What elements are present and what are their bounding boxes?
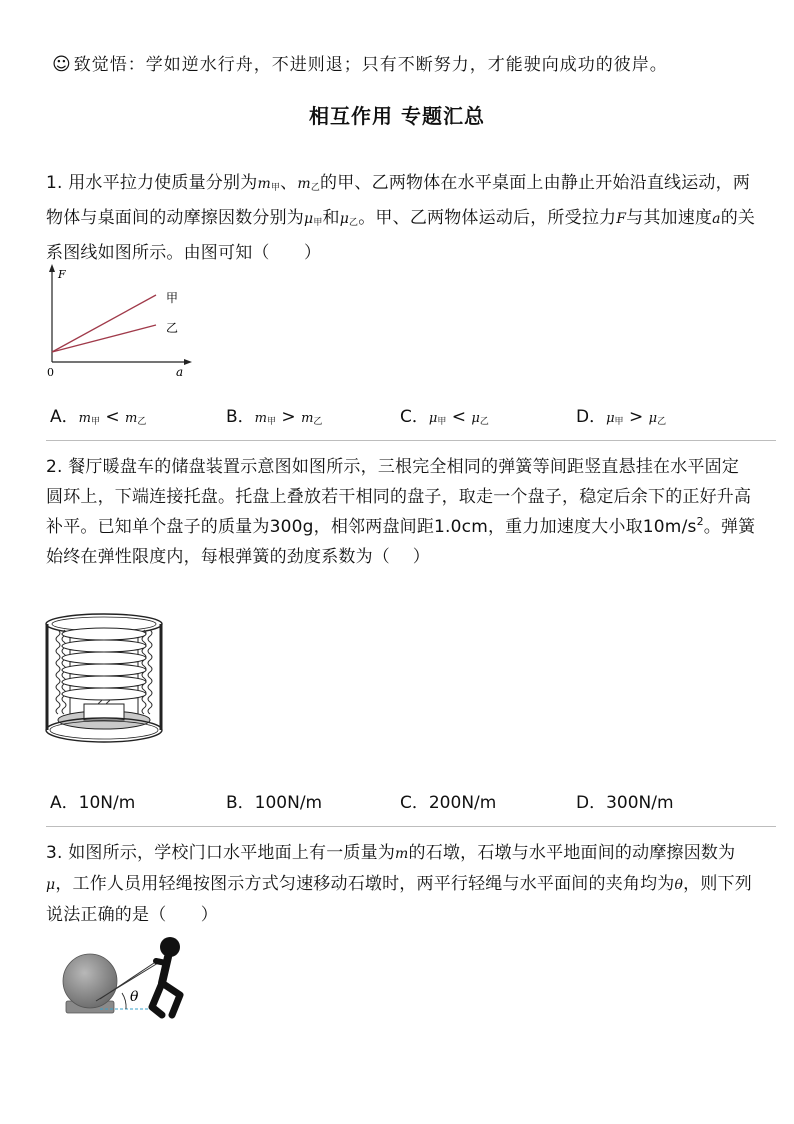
motto-text: 致觉悟：学如逆水行舟，不进则退；只有不断努力，才能驶向成功的彼岸。 [73, 55, 668, 75]
motto-line [52, 50, 752, 75]
divider [46, 826, 776, 827]
option-1c[interactable]: C．μ甲 < μ乙 [400, 407, 489, 427]
force-acceleration-graph [40, 262, 240, 382]
page-title: 相互作用 专题汇总 [309, 104, 485, 128]
option-1b[interactable]: B．m甲 > m乙 [226, 407, 323, 427]
label-yi: 乙 [166, 321, 179, 335]
question-2-options [50, 788, 750, 818]
option-2d[interactable]: D．300N/m [576, 793, 674, 813]
line-jia [52, 295, 156, 352]
label-jia: 甲 [166, 291, 179, 305]
theta-label: θ [130, 989, 139, 1005]
option-1d[interactable]: D．μ甲 > μ乙 [576, 407, 667, 427]
y-axis-arrow [49, 264, 55, 272]
option-1a[interactable]: A．m甲 < m乙 [50, 407, 147, 427]
option-2c[interactable]: C．200N/m [400, 793, 497, 813]
axis-label-F: F [58, 268, 66, 281]
plate-warmer-figure [44, 610, 184, 760]
question-1-options [50, 402, 750, 432]
line-yi [52, 325, 156, 352]
question-3-text: 3. 如图所示，学校门口水平地面上有一质量为m的石墩，石墩与水平地面间的动摩擦因数为μ，工作人员用轻绳按图示方式匀速移动石墩时，两平行轻绳与水平面间的夹角均为θ，则下列说法正确的是（ ） [46, 843, 752, 925]
divider [46, 440, 776, 441]
stone-pulling-figure [56, 935, 196, 1045]
question-2-text: 2. 餐厅暖盘车的储盘装置示意图如图所示，三根完全相同的弹簧等间距竖直悬挂在水平固定圆环上，下端连接托盘。托盘上叠放若干相同的盘子，取走一个盘子，稳定后余下的正好升高补平。已知单个盘子的质量为300g，相邻两盘间距1.0cm，重力加速度大小取$10m/s^2$。弹簧始终在弹性限度内，每根弹簧的劲度系数为（ ） [46, 457, 756, 567]
option-2a[interactable]: A．10N/m [50, 793, 136, 813]
option-2b[interactable]: B．100N/m [226, 793, 323, 813]
x-axis-arrow [184, 359, 192, 365]
smiley-icon: ☺ [52, 54, 72, 75]
axis-label-a: a [176, 365, 184, 379]
question-1-text: 1. 用水平拉力使质量分别为m甲、m乙的甲、乙两物体在水平桌面上由静止开始沿直线运动，两物体与桌面间的动摩擦因数分别为μ甲和μ乙。甲、乙两物体运动后，所受拉力F与其加速度a的关系图线如图所示。由图可知（ ） [46, 173, 756, 263]
origin-label: 0 [47, 366, 54, 379]
